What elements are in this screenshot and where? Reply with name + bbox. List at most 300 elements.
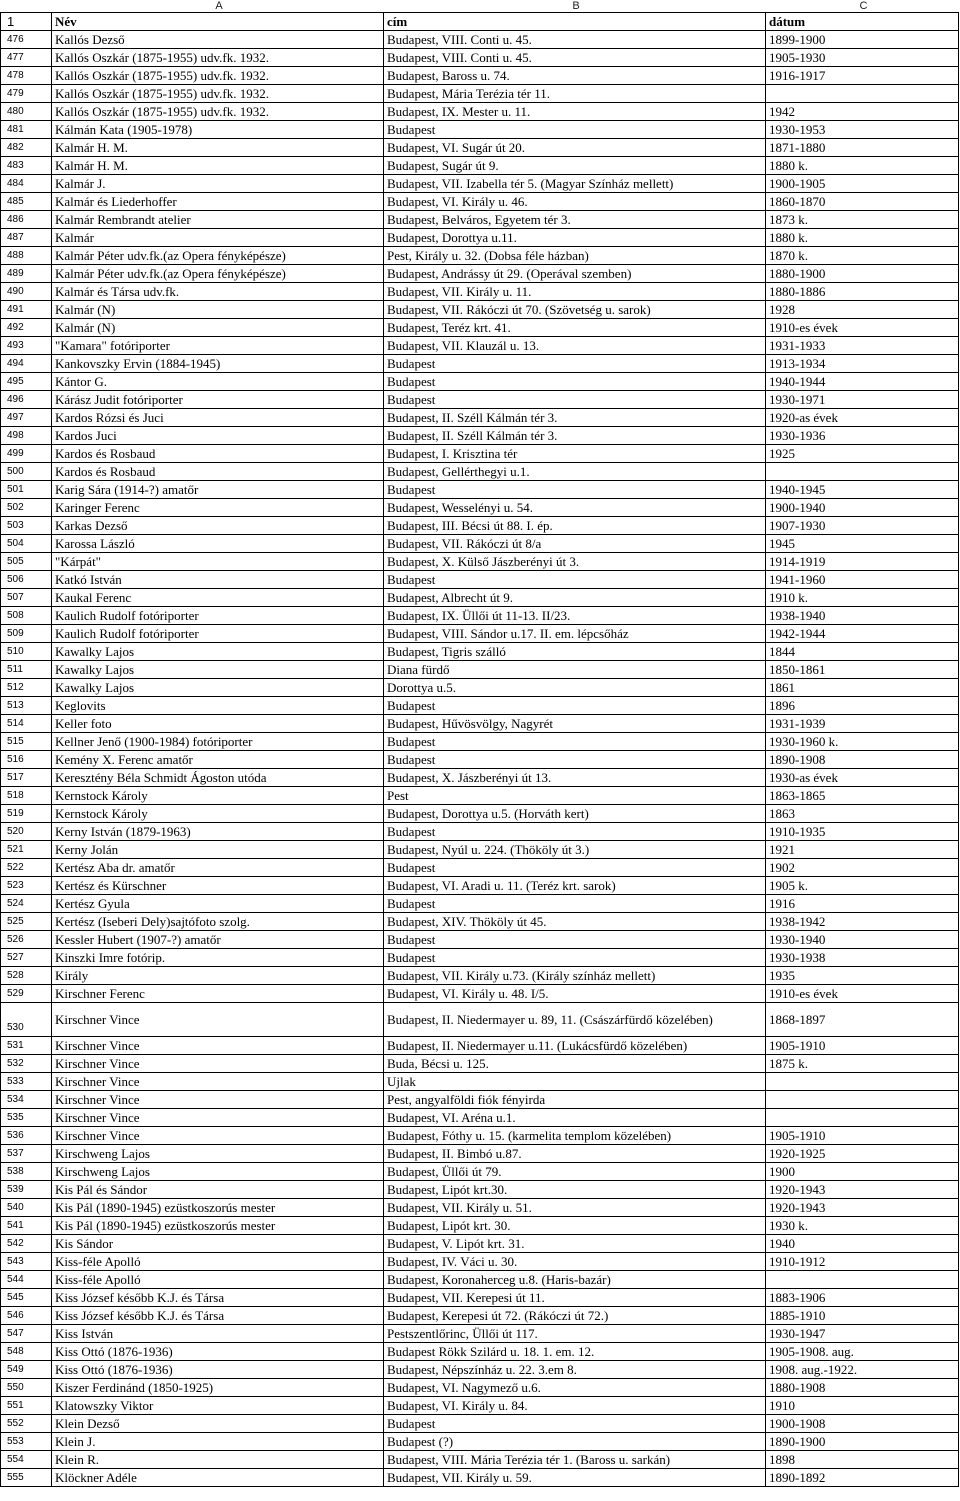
address-cell[interactable]: Budapest, VIII. Mária Terézia tér 1. (Baross u. sarkán)	[384, 1451, 766, 1469]
address-cell[interactable]: Budapest, II. Niedermayer u. 89, 11. (Császárfürdő közelében)	[384, 1003, 766, 1037]
table-row	[1, 121, 959, 139]
table-row	[1, 1397, 959, 1415]
date-cell[interactable]: 1910-es évek	[766, 985, 959, 1003]
row-number: 540	[1, 1199, 52, 1217]
table-row	[1, 1181, 959, 1199]
name-cell[interactable]: Kárász Judit fotóriporter	[52, 391, 384, 409]
table-row	[1, 535, 959, 553]
date-cell[interactable]	[766, 1109, 959, 1127]
date-cell[interactable]: 1910-es évek	[766, 319, 959, 337]
date-cell[interactable]: 1916-1917	[766, 67, 959, 85]
name-cell[interactable]: Kalmár és Társa udv.fk.	[52, 283, 384, 301]
address-cell[interactable]: Budapest	[384, 697, 766, 715]
date-cell[interactable]: 1905-1930	[766, 49, 959, 67]
name-cell[interactable]: Kellner Jenő (1900-1984) fotóriporter	[52, 733, 384, 751]
name-cell[interactable]: Kaulich Rudolf fotóriporter	[52, 625, 384, 643]
address-cell[interactable]: Budapest	[384, 733, 766, 751]
address-cell[interactable]: Budapest, IV. Váci u. 30.	[384, 1253, 766, 1271]
date-cell[interactable]: 1880 k.	[766, 157, 959, 175]
date-cell[interactable]: 1900-1908	[766, 1415, 959, 1433]
address-cell[interactable]: Budapest	[384, 355, 766, 373]
date-cell[interactable]: 1931-1933	[766, 337, 959, 355]
date-cell[interactable]	[766, 85, 959, 103]
date-cell[interactable]: 1910-1935	[766, 823, 959, 841]
date-cell[interactable]	[766, 1271, 959, 1289]
row-number: 492	[1, 319, 52, 337]
date-cell[interactable]: 1880-1886	[766, 283, 959, 301]
address-cell[interactable]: Budapest, VI. Nagymező u.6.	[384, 1379, 766, 1397]
address-cell[interactable]: Budapest, VII. Király u.73. (Király színház mellett)	[384, 967, 766, 985]
address-cell[interactable]: Budapest, Dorottya u.5. (Horváth kert)	[384, 805, 766, 823]
table-row	[1, 787, 959, 805]
address-cell[interactable]: Budapest, Mária Terézia tér 11.	[384, 85, 766, 103]
name-cell[interactable]: Kiss-féle Apolló	[52, 1253, 384, 1271]
row-number: 503	[1, 517, 52, 535]
address-cell[interactable]: Pestszentlőrinc, Üllői út 117.	[384, 1325, 766, 1343]
address-cell[interactable]: Budapest	[384, 571, 766, 589]
date-cell[interactable]: 1920-1925	[766, 1145, 959, 1163]
date-cell[interactable]: 1941-1960	[766, 571, 959, 589]
address-cell[interactable]: Budapest	[384, 391, 766, 409]
address-cell[interactable]: Budapest, Lipót krt.30.	[384, 1181, 766, 1199]
row-number: 487	[1, 229, 52, 247]
header-name[interactable]: Név	[52, 13, 384, 31]
name-cell[interactable]: Kántor G.	[52, 373, 384, 391]
column-letter-c[interactable]: C	[859, 0, 868, 12]
row-number: 525	[1, 913, 52, 931]
row-number: 526	[1, 931, 52, 949]
name-cell[interactable]: Kernstock Károly	[52, 787, 384, 805]
name-cell[interactable]: Kirschweng Lajos	[52, 1163, 384, 1181]
date-cell[interactable]: 1902	[766, 859, 959, 877]
table-row	[1, 265, 959, 283]
date-cell[interactable]: 1880 k.	[766, 229, 959, 247]
address-cell[interactable]: Budapest, Nyúl u. 224. (Thököly út 3.)	[384, 841, 766, 859]
name-cell[interactable]: Keller foto	[52, 715, 384, 733]
table-row	[1, 157, 959, 175]
row-number: 534	[1, 1091, 52, 1109]
row-number: 518	[1, 787, 52, 805]
name-cell[interactable]: Klein J.	[52, 1433, 384, 1451]
table-row	[1, 139, 959, 157]
date-cell[interactable]: 1942-1944	[766, 625, 959, 643]
name-cell[interactable]: Kaulich Rudolf fotóriporter	[52, 607, 384, 625]
name-cell[interactable]: "Kárpát"	[52, 553, 384, 571]
column-letter-a[interactable]: A	[215, 0, 223, 12]
address-cell[interactable]: Budapest	[384, 931, 766, 949]
name-cell[interactable]: Kalmár H. M.	[52, 157, 384, 175]
date-cell[interactable]: 1925	[766, 445, 959, 463]
row-number: 502	[1, 499, 52, 517]
name-cell[interactable]: Kis Pál és Sándor	[52, 1181, 384, 1199]
name-cell[interactable]: Kis Sándor	[52, 1235, 384, 1253]
name-cell[interactable]: Kardos Juci	[52, 427, 384, 445]
address-cell[interactable]: Budapest, II. Széll Kálmán tér 3.	[384, 409, 766, 427]
table-row	[1, 913, 959, 931]
row-number: 547	[1, 1325, 52, 1343]
row-number: 524	[1, 895, 52, 913]
table-row	[1, 1325, 959, 1343]
address-cell[interactable]: Budapest, Sugár út 9.	[384, 157, 766, 175]
date-cell[interactable]: 1875 k.	[766, 1055, 959, 1073]
row-number: 498	[1, 427, 52, 445]
address-cell[interactable]: Budapest	[384, 373, 766, 391]
name-cell[interactable]: Kaukal Ferenc	[52, 589, 384, 607]
date-cell[interactable]: 1860-1870	[766, 193, 959, 211]
name-cell[interactable]: Kalmár (N)	[52, 301, 384, 319]
date-cell[interactable]: 1938-1940	[766, 607, 959, 625]
name-cell[interactable]: Kiss Ottó (1876-1936)	[52, 1361, 384, 1379]
table-row	[1, 1379, 959, 1397]
name-cell[interactable]: Kirschner Ferenc	[52, 985, 384, 1003]
name-cell[interactable]: Kiss-féle Apolló	[52, 1271, 384, 1289]
row-number: 488	[1, 247, 52, 265]
name-cell[interactable]: Klatowszky Viktor	[52, 1397, 384, 1415]
address-cell[interactable]: Budapest, XIV. Thököly út 45.	[384, 913, 766, 931]
address-cell[interactable]: Budapest, Tigris szálló	[384, 643, 766, 661]
name-cell[interactable]: Kardos és Rosbaud	[52, 463, 384, 481]
date-cell[interactable]: 1863	[766, 805, 959, 823]
table-row	[1, 895, 959, 913]
name-cell[interactable]: Kiszer Ferdinánd (1850-1925)	[52, 1379, 384, 1397]
date-cell[interactable]: 1905-1908. aug.	[766, 1343, 959, 1361]
address-cell[interactable]: Budapest	[384, 895, 766, 913]
date-cell[interactable]: 1916	[766, 895, 959, 913]
name-cell[interactable]: Kawalky Lajos	[52, 679, 384, 697]
table-row	[1, 1163, 959, 1181]
date-cell[interactable]: 1898	[766, 1451, 959, 1469]
address-cell[interactable]: Budapest, III. Bécsi út 88. I. ép.	[384, 517, 766, 535]
address-cell[interactable]: Budapest, X. Jászberényi út 13.	[384, 769, 766, 787]
name-cell[interactable]: Kirschner Vince	[52, 1109, 384, 1127]
name-cell[interactable]: Kallós Oszkár (1875-1955) udv.fk. 1932.	[52, 85, 384, 103]
name-cell[interactable]: Karossa László	[52, 535, 384, 553]
name-cell[interactable]: Kirschner Vince	[52, 1091, 384, 1109]
address-cell[interactable]: Budapest	[384, 949, 766, 967]
name-cell[interactable]: Kirschner Vince	[52, 1055, 384, 1073]
name-cell[interactable]: Kalmár Rembrandt atelier	[52, 211, 384, 229]
address-cell[interactable]: Budapest, VIII. Sándor u.17. II. em. lépcsőház	[384, 625, 766, 643]
name-cell[interactable]: Kis Pál (1890-1945) ezüstkoszorús mester	[52, 1199, 384, 1217]
date-cell[interactable]	[766, 1091, 959, 1109]
address-cell[interactable]: Budapest, V. Lipót krt. 31.	[384, 1235, 766, 1253]
row-number: 545	[1, 1289, 52, 1307]
date-cell[interactable]: 1844	[766, 643, 959, 661]
address-cell[interactable]: Budapest, II. Széll Kálmán tér 3.	[384, 427, 766, 445]
address-cell[interactable]: Budapest, VI. Király u. 84.	[384, 1397, 766, 1415]
date-cell[interactable]: 1905-1910	[766, 1037, 959, 1055]
address-cell[interactable]: Budapest, II. Bimbó u.87.	[384, 1145, 766, 1163]
name-cell[interactable]: Karig Sára (1914-?) amatőr	[52, 481, 384, 499]
date-cell[interactable]: 1890-1908	[766, 751, 959, 769]
row-number: 527	[1, 949, 52, 967]
row-number: 484	[1, 175, 52, 193]
table-row	[1, 229, 959, 247]
name-cell[interactable]: "Kamara" fotóriporter	[52, 337, 384, 355]
name-cell[interactable]: Kerny István (1879-1963)	[52, 823, 384, 841]
name-cell[interactable]: Keglovits	[52, 697, 384, 715]
row-number: 477	[1, 49, 52, 67]
date-cell[interactable]: 1930 k.	[766, 1217, 959, 1235]
name-cell[interactable]: Kis Pál (1890-1945) ezüstkoszorús mester	[52, 1217, 384, 1235]
date-cell[interactable]: 1913-1934	[766, 355, 959, 373]
table-row	[1, 625, 959, 643]
address-cell[interactable]: Budapest, Albrecht út 9.	[384, 589, 766, 607]
table-row	[1, 967, 959, 985]
date-cell[interactable]: 1930-1938	[766, 949, 959, 967]
address-cell[interactable]: Budapest	[384, 859, 766, 877]
date-cell[interactable]: 1880-1900	[766, 265, 959, 283]
name-cell[interactable]: Kirschner Vince	[52, 1073, 384, 1091]
address-cell[interactable]: Budapest (?)	[384, 1433, 766, 1451]
address-cell[interactable]: Budapest	[384, 481, 766, 499]
table-row	[1, 1271, 959, 1289]
name-cell[interactable]: Kardos és Rosbaud	[52, 445, 384, 463]
name-cell[interactable]: Klöckner Adéle	[52, 1469, 384, 1487]
name-cell[interactable]: Kallós Oszkár (1875-1955) udv.fk. 1932.	[52, 49, 384, 67]
address-cell[interactable]: Budapest, VIII. Conti u. 45.	[384, 49, 766, 67]
address-cell[interactable]: Budapest, Dorottya u.11.	[384, 229, 766, 247]
date-cell[interactable]: 1905-1910	[766, 1127, 959, 1145]
date-cell[interactable]: 1880-1908	[766, 1379, 959, 1397]
table-row	[1, 1127, 959, 1145]
address-cell[interactable]: Budapest, Andrássy út 29. (Operával szemben)	[384, 265, 766, 283]
name-cell[interactable]: Kallós Oszkár (1875-1955) udv.fk. 1932.	[52, 103, 384, 121]
date-cell[interactable]: 1910-1912	[766, 1253, 959, 1271]
row-number: 1	[1, 13, 52, 31]
date-cell[interactable]	[766, 1073, 959, 1091]
name-cell[interactable]: Kiss Ottó (1876-1936)	[52, 1343, 384, 1361]
address-cell[interactable]: Budapest, VI. Király u. 48. I/5.	[384, 985, 766, 1003]
address-cell[interactable]: Budapest, VII. Rákóczi út 8/a	[384, 535, 766, 553]
name-cell[interactable]: Keresztény Béla Schmidt Ágoston utóda	[52, 769, 384, 787]
date-cell[interactable]: 1871-1880	[766, 139, 959, 157]
date-cell[interactable]: 1940-1945	[766, 481, 959, 499]
name-cell[interactable]: Kalmár H. M.	[52, 139, 384, 157]
date-cell[interactable]: 1910	[766, 1397, 959, 1415]
date-cell[interactable]: 1905 k.	[766, 877, 959, 895]
date-cell[interactable]: 1930-1971	[766, 391, 959, 409]
name-cell[interactable]: Kertész (Iseberi Dely)sajtófoto szolg.	[52, 913, 384, 931]
table-row	[1, 607, 959, 625]
address-cell[interactable]: Budapest, Népszínház u. 22. 3.em 8.	[384, 1361, 766, 1379]
date-cell[interactable]: 1900-1940	[766, 499, 959, 517]
address-cell[interactable]: Budapest, VII. Kerepesi út 11.	[384, 1289, 766, 1307]
date-cell[interactable]: 1900	[766, 1163, 959, 1181]
date-cell[interactable]: 1873 k.	[766, 211, 959, 229]
address-cell[interactable]: Budapest, VII. Király u. 51.	[384, 1199, 766, 1217]
address-cell[interactable]: Budapest, VII. Király u. 11.	[384, 283, 766, 301]
row-number: 489	[1, 265, 52, 283]
address-cell[interactable]: Budapest, I. Krisztina tér	[384, 445, 766, 463]
table-row	[1, 553, 959, 571]
name-cell[interactable]: Kallós Dezső	[52, 31, 384, 49]
name-cell[interactable]: Kirschner Vince	[52, 1127, 384, 1145]
name-cell[interactable]: Kerny Jolán	[52, 841, 384, 859]
row-number: 536	[1, 1127, 52, 1145]
name-cell[interactable]: Klein Dezső	[52, 1415, 384, 1433]
name-cell[interactable]: Kirschweng Lajos	[52, 1145, 384, 1163]
header-address[interactable]: cím	[384, 13, 766, 31]
address-cell[interactable]: Budapest, Koronaherceg u.8. (Haris-bazár)	[384, 1271, 766, 1289]
address-cell[interactable]: Budapest, Lipót krt. 30.	[384, 1217, 766, 1235]
address-cell[interactable]: Buda, Bécsi u. 125.	[384, 1055, 766, 1073]
row-number: 490	[1, 283, 52, 301]
date-cell[interactable]: 1910 k.	[766, 589, 959, 607]
row-number: 541	[1, 1217, 52, 1235]
address-cell[interactable]: Budapest, Kerepesi út 72. (Rákóczi út 72.)	[384, 1307, 766, 1325]
address-cell[interactable]: Pest, Király u. 32. (Dobsa féle házban)	[384, 247, 766, 265]
date-cell[interactable]: 1930-1936	[766, 427, 959, 445]
name-cell[interactable]: Kertész Gyula	[52, 895, 384, 913]
address-cell[interactable]: Budapest, VII. Király u. 59.	[384, 1469, 766, 1487]
table-row	[1, 1091, 959, 1109]
address-cell[interactable]: Budapest, Fóthy u. 15. (karmelita templom közelében)	[384, 1127, 766, 1145]
date-cell[interactable]: 1899-1900	[766, 31, 959, 49]
address-cell[interactable]: Budapest, Teréz krt. 41.	[384, 319, 766, 337]
address-cell[interactable]: Budapest, Üllői út 79.	[384, 1163, 766, 1181]
date-cell[interactable]: 1890-1900	[766, 1433, 959, 1451]
date-cell[interactable]: 1930-1940	[766, 931, 959, 949]
address-cell[interactable]: Ujlak	[384, 1073, 766, 1091]
date-cell[interactable]: 1935	[766, 967, 959, 985]
name-cell[interactable]: Kalmár	[52, 229, 384, 247]
address-cell[interactable]: Budapest Rökk Szilárd u. 18. 1. em. 12.	[384, 1343, 766, 1361]
date-cell[interactable]: 1885-1910	[766, 1307, 959, 1325]
name-cell[interactable]: Kalmár (N)	[52, 319, 384, 337]
name-cell[interactable]: Karinger Ferenc	[52, 499, 384, 517]
date-cell[interactable]: 1868-1897	[766, 1003, 959, 1037]
name-cell[interactable]: Kawalky Lajos	[52, 661, 384, 679]
name-cell[interactable]: Kardos Rózsi és Juci	[52, 409, 384, 427]
date-cell[interactable]: 1945	[766, 535, 959, 553]
date-cell[interactable]: 1920-1943	[766, 1199, 959, 1217]
address-cell[interactable]: Budapest, Wesselényi u. 54.	[384, 499, 766, 517]
address-cell[interactable]: Diana fürdő	[384, 661, 766, 679]
date-cell[interactable]: 1930-1947	[766, 1325, 959, 1343]
address-cell[interactable]: Budapest, IX. Üllői út 11-13. II/23.	[384, 607, 766, 625]
address-cell[interactable]: Budapest, Gellérthegyi u.1.	[384, 463, 766, 481]
date-cell[interactable]: 1940	[766, 1235, 959, 1253]
name-cell[interactable]: Kiss József később K.J. és Társa	[52, 1307, 384, 1325]
address-cell[interactable]: Budapest, VII. Klauzál u. 13.	[384, 337, 766, 355]
date-cell[interactable]: 1896	[766, 697, 959, 715]
date-cell[interactable]: 1928	[766, 301, 959, 319]
name-cell[interactable]: Kalmár J.	[52, 175, 384, 193]
address-cell[interactable]: Pest	[384, 787, 766, 805]
name-cell[interactable]: Kirschner Vince	[52, 1037, 384, 1055]
date-cell[interactable]: 1863-1865	[766, 787, 959, 805]
name-cell[interactable]: Kiss József később K.J. és Társa	[52, 1289, 384, 1307]
date-cell[interactable]: 1890-1892	[766, 1469, 959, 1487]
date-cell[interactable]: 1921	[766, 841, 959, 859]
date-cell[interactable]: 1920-as évek	[766, 409, 959, 427]
row-number: 538	[1, 1163, 52, 1181]
date-cell[interactable]: 1930-1953	[766, 121, 959, 139]
date-cell[interactable]: 1940-1944	[766, 373, 959, 391]
address-cell[interactable]: Budapest, VI. Aradi u. 11. (Teréz krt. sarok)	[384, 877, 766, 895]
date-cell[interactable]: 1920-1943	[766, 1181, 959, 1199]
address-cell[interactable]: Budapest	[384, 823, 766, 841]
date-cell[interactable]: 1930-as évek	[766, 769, 959, 787]
name-cell[interactable]: Kessler Hubert (1907-?) amatőr	[52, 931, 384, 949]
date-cell[interactable]: 1914-1919	[766, 553, 959, 571]
address-cell[interactable]: Budapest, VI. Király u. 46.	[384, 193, 766, 211]
address-cell[interactable]: Dorottya u.5.	[384, 679, 766, 697]
name-cell[interactable]: Kálmán Kata (1905-1978)	[52, 121, 384, 139]
date-cell[interactable]	[766, 463, 959, 481]
name-cell[interactable]: Kalmár Péter udv.fk.(az Opera fényképésze)	[52, 265, 384, 283]
name-cell[interactable]: Király	[52, 967, 384, 985]
address-cell[interactable]: Budapest	[384, 751, 766, 769]
address-cell[interactable]: Budapest, VI. Aréna u.1.	[384, 1109, 766, 1127]
date-cell[interactable]: 1900-1905	[766, 175, 959, 193]
address-cell[interactable]: Budapest, VIII. Conti u. 45.	[384, 31, 766, 49]
date-cell[interactable]: 1907-1930	[766, 517, 959, 535]
header-date[interactable]: dátum	[766, 13, 959, 31]
address-cell[interactable]: Budapest, VII. Rákóczi út 70. (Szövetség u. sarok)	[384, 301, 766, 319]
address-cell[interactable]: Budapest	[384, 1415, 766, 1433]
row-number: 532	[1, 1055, 52, 1073]
address-cell[interactable]: Pest, angyalföldi fiók fényirda	[384, 1091, 766, 1109]
date-cell[interactable]: 1850-1861	[766, 661, 959, 679]
date-cell[interactable]: 1861	[766, 679, 959, 697]
address-cell[interactable]: Budapest	[384, 121, 766, 139]
address-cell[interactable]: Budapest, Hűvösvölgy, Nagyrét	[384, 715, 766, 733]
name-cell[interactable]: Kiss István	[52, 1325, 384, 1343]
date-cell[interactable]: 1870 k.	[766, 247, 959, 265]
column-letter-b[interactable]: B	[572, 0, 580, 12]
name-cell[interactable]: Kalmár és Liederhoffer	[52, 193, 384, 211]
address-cell[interactable]: Budapest, Belváros, Egyetem tér 3.	[384, 211, 766, 229]
table-row	[1, 931, 959, 949]
name-cell[interactable]: Kernstock Károly	[52, 805, 384, 823]
address-cell[interactable]: Budapest, II. Niedermayer u.11. (Lukácsfürdő közelében)	[384, 1037, 766, 1055]
name-cell[interactable]: Karkas Dezső	[52, 517, 384, 535]
name-cell[interactable]: Kirschner Vince	[52, 1003, 384, 1037]
date-cell[interactable]: 1883-1906	[766, 1289, 959, 1307]
row-number: 508	[1, 607, 52, 625]
name-cell[interactable]: Kawalky Lajos	[52, 643, 384, 661]
row-number: 501	[1, 481, 52, 499]
row-number: 493	[1, 337, 52, 355]
name-cell[interactable]: Kankovszky Ervin (1884-1945)	[52, 355, 384, 373]
name-cell[interactable]: Kemény X. Ferenc amatőr	[52, 751, 384, 769]
date-cell[interactable]: 1908. aug.-1922.	[766, 1361, 959, 1379]
date-cell[interactable]: 1942	[766, 103, 959, 121]
name-cell[interactable]: Kalmár Péter udv.fk.(az Opera fényképésze)	[52, 247, 384, 265]
row-number: 516	[1, 751, 52, 769]
row-number: 510	[1, 643, 52, 661]
address-cell[interactable]: Budapest, VII. Izabella tér 5. (Magyar Színház mellett)	[384, 175, 766, 193]
name-cell[interactable]: Kertész Aba dr. amatőr	[52, 859, 384, 877]
date-cell[interactable]: 1931-1939	[766, 715, 959, 733]
name-cell[interactable]: Kinszki Imre fotórip.	[52, 949, 384, 967]
name-cell[interactable]: Kertész és Kürschner	[52, 877, 384, 895]
name-cell[interactable]: Klein R.	[52, 1451, 384, 1469]
table-row	[1, 1361, 959, 1379]
name-cell[interactable]: Kallós Oszkár (1875-1955) udv.fk. 1932.	[52, 67, 384, 85]
address-cell[interactable]: Budapest, IX. Mester u. 11.	[384, 103, 766, 121]
name-cell[interactable]: Katkó István	[52, 571, 384, 589]
row-number: 511	[1, 661, 52, 679]
address-cell[interactable]: Budapest, Baross u. 74.	[384, 67, 766, 85]
address-cell[interactable]: Budapest, VI. Sugár út 20.	[384, 139, 766, 157]
date-cell[interactable]: 1930-1960 k.	[766, 733, 959, 751]
date-cell[interactable]: 1938-1942	[766, 913, 959, 931]
address-cell[interactable]: Budapest, X. Külső Jászberényi út 3.	[384, 553, 766, 571]
row-number: 551	[1, 1397, 52, 1415]
